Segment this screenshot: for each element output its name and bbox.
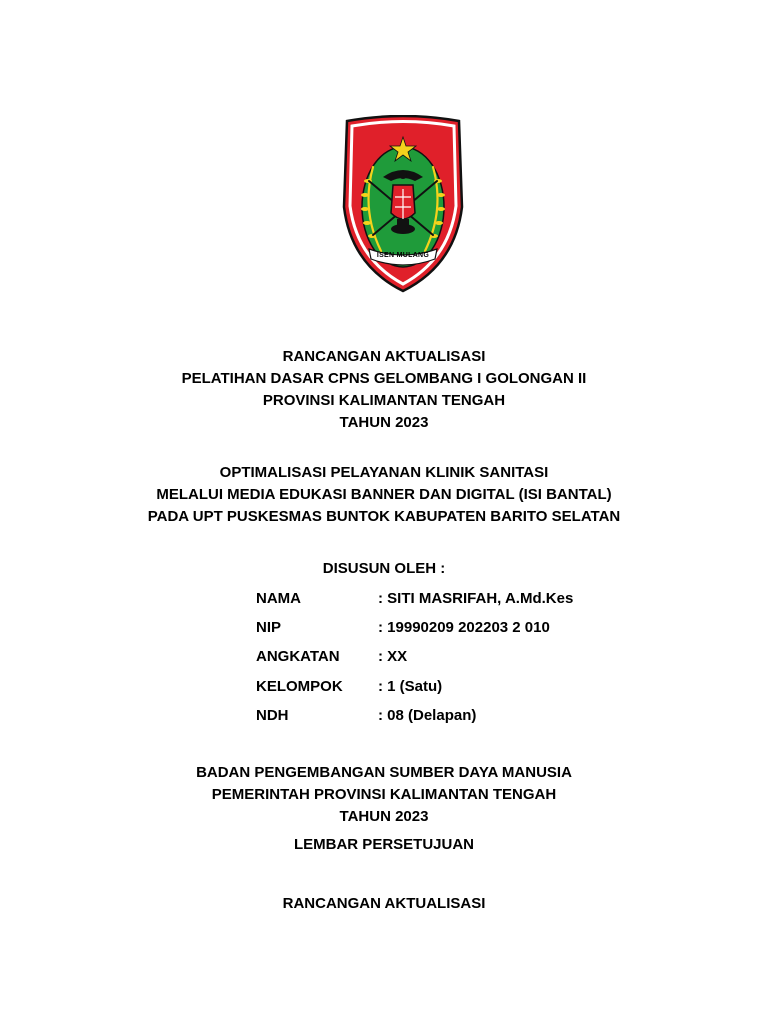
field-label: NDH bbox=[256, 706, 289, 724]
bottom-title bbox=[0, 893, 768, 915]
topic-line-3: PADA UPT PUSKESMAS BUNTOK KABUPATEN BARITO SELATAN bbox=[147, 508, 621, 525]
topic-line-1: OPTIMALISASI PELAYANAN KLINIK SANITASI bbox=[219, 464, 549, 481]
author-heading bbox=[0, 558, 768, 580]
field-row-ndh bbox=[256, 705, 573, 734]
agency-name: BADAN PENGEMBANGAN SUMBER DAYA MANUSIA bbox=[196, 764, 572, 781]
field-row-group bbox=[256, 676, 573, 705]
government-name: PEMERINTAH PROVINSI KALIMANTAN TENGAH bbox=[211, 786, 557, 803]
field-row-batch bbox=[256, 646, 573, 675]
document-title: RANCANGAN AKTUALISASI bbox=[282, 348, 486, 365]
field-value: : 08 (Delapan) bbox=[378, 706, 477, 724]
field-label: ANGKATAN bbox=[256, 648, 340, 666]
bottom-title-text: RANCANGAN AKTUALISASI bbox=[282, 895, 486, 912]
province-name: PROVINSI KALIMANTAN TENGAH bbox=[262, 392, 506, 409]
agency-block bbox=[0, 762, 768, 828]
approval-heading bbox=[0, 834, 768, 856]
author-heading-text: DISUSUN OLEH : bbox=[322, 560, 446, 577]
topic-block bbox=[0, 462, 768, 528]
field-label: NAMA bbox=[256, 590, 301, 607]
provincial-coat-of-arms-icon bbox=[335, 115, 471, 295]
emblem-motto: ISEN MULANG bbox=[376, 252, 430, 259]
field-value: : 19990209 202203 2 010 bbox=[378, 619, 550, 637]
field-label: KELOMPOK bbox=[256, 677, 343, 695]
author-fields bbox=[256, 588, 573, 734]
field-label: NIP bbox=[256, 619, 282, 637]
field-value: : XX bbox=[378, 648, 408, 666]
topic-line-2: MELALUI MEDIA EDUKASI BANNER DAN DIGITAL (ISI BANTAL) bbox=[156, 486, 612, 503]
year-text: TAHUN 2023 bbox=[339, 414, 429, 431]
approval-heading-text: LEMBAR PERSETUJUAN bbox=[293, 836, 474, 853]
field-value: : 1 (Satu) bbox=[378, 677, 443, 695]
field-row-name bbox=[256, 588, 573, 617]
field-value: : SITI MASRIFAH, A.Md.Kes bbox=[378, 590, 574, 607]
agency-year: TAHUN 2023 bbox=[339, 808, 429, 825]
training-name: PELATIHAN DASAR CPNS GELOMBANG I GOLONGAN II bbox=[181, 370, 587, 387]
title-block bbox=[0, 346, 768, 434]
field-row-nip bbox=[256, 617, 573, 646]
